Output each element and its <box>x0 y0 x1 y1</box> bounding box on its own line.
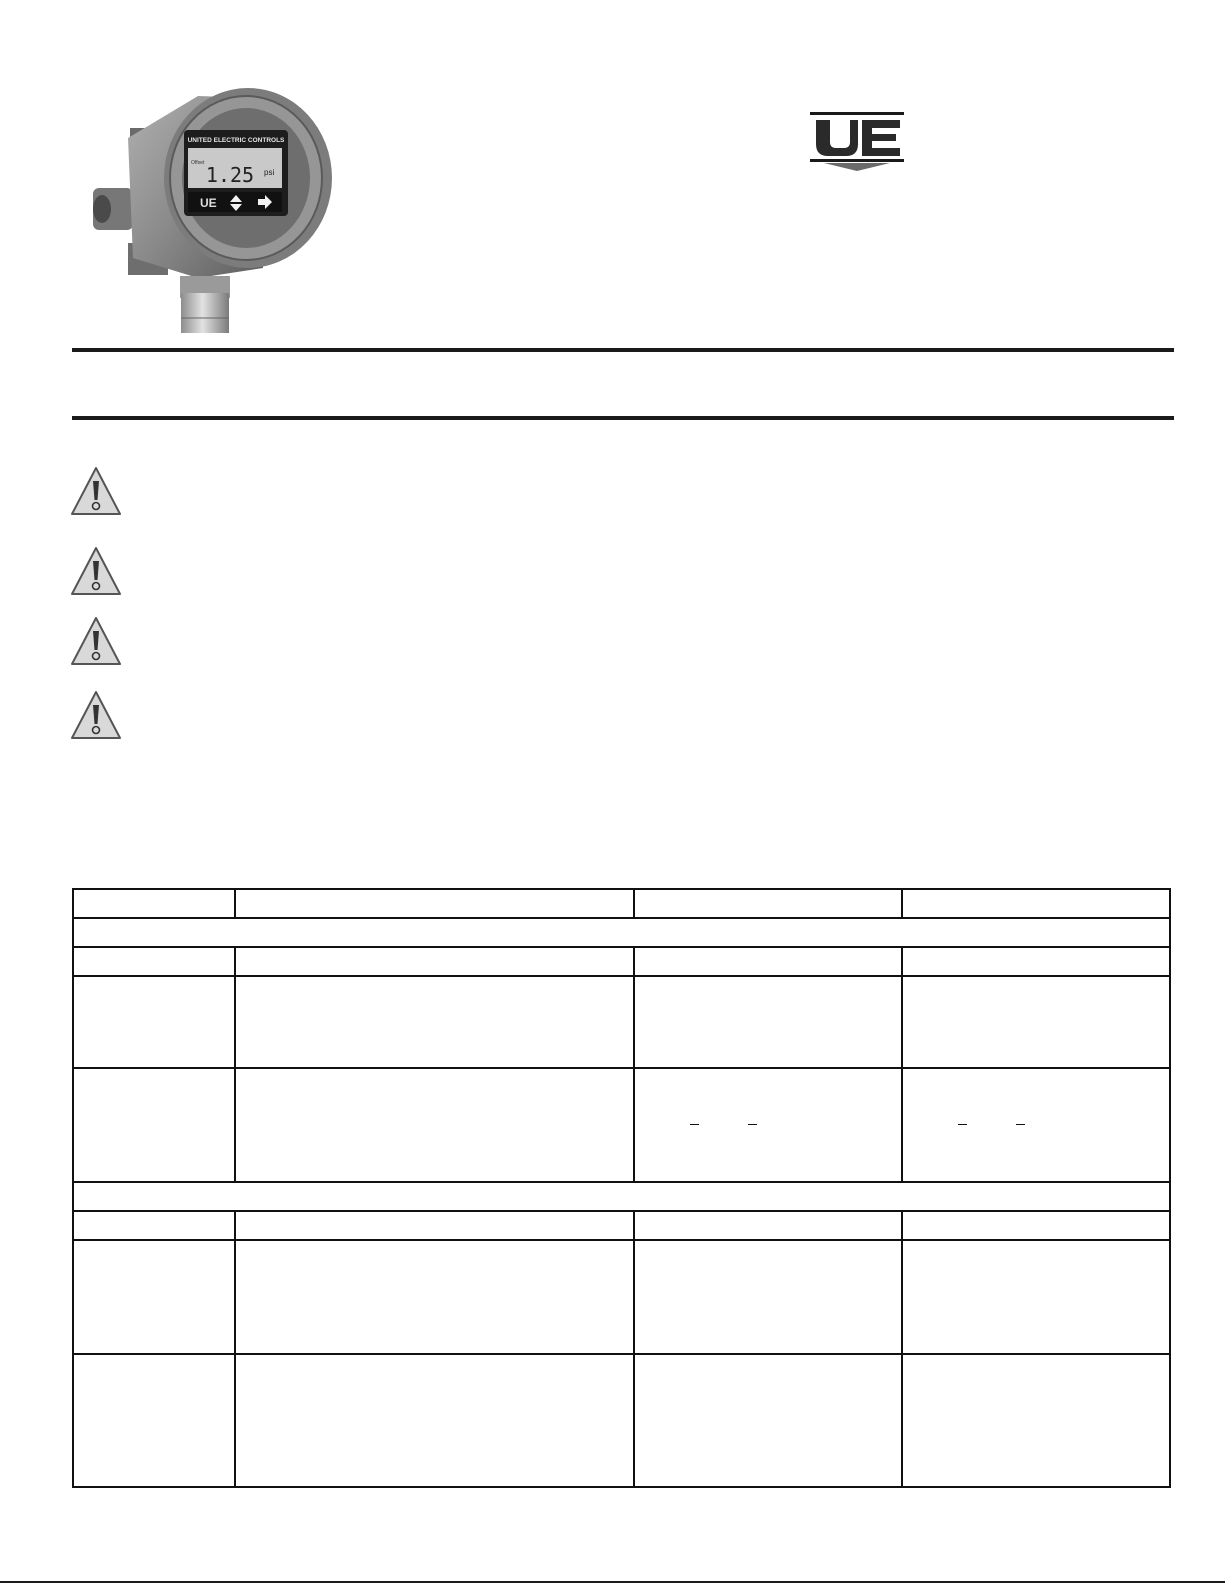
table-cell <box>634 1240 902 1354</box>
header-rule-top <box>72 348 1174 352</box>
table-cell <box>902 1211 1170 1240</box>
table-cell <box>634 1354 902 1487</box>
underline-mark <box>1016 1124 1025 1125</box>
table-cell <box>73 1354 235 1487</box>
header-rule-bottom <box>72 416 1174 420</box>
footer-rule <box>0 1581 1225 1583</box>
table-cell <box>235 1354 634 1487</box>
table-cell <box>634 1211 902 1240</box>
table-cell <box>73 1068 235 1182</box>
table-cell <box>73 947 235 976</box>
table-cell <box>73 1211 235 1240</box>
warning-triangle-icon <box>70 690 122 740</box>
table-cell <box>634 947 902 976</box>
table-cell <box>73 1240 235 1354</box>
table-cell <box>634 889 902 918</box>
warning-triangle-icon <box>70 546 122 596</box>
table-row <box>73 1240 1170 1354</box>
svg-text:psi: psi <box>264 168 275 177</box>
table-cell <box>902 947 1170 976</box>
table-cell <box>73 976 235 1068</box>
underline-mark <box>958 1124 967 1125</box>
table-cell <box>634 976 902 1068</box>
warning-triangle-icon <box>70 466 122 516</box>
table-cell <box>73 1182 1170 1211</box>
svg-text:Offset: Offset <box>191 160 205 166</box>
table-cell <box>235 889 634 918</box>
table-cell <box>73 889 235 918</box>
svg-text:UNITED ELECTRIC CONTROLS: UNITED ELECTRIC CONTROLS <box>187 137 285 144</box>
table-cell <box>235 1211 634 1240</box>
table-row <box>73 1211 1170 1240</box>
table-cell <box>902 1354 1170 1487</box>
table-row <box>73 947 1170 976</box>
underline-mark <box>748 1124 757 1125</box>
svg-text:1.25: 1.25 <box>205 163 255 187</box>
svg-text:UE: UE <box>200 196 217 210</box>
table-cell <box>902 889 1170 918</box>
table-cell <box>235 1068 634 1182</box>
table-section-row <box>73 1182 1170 1211</box>
company-logo <box>810 112 904 172</box>
table-row <box>73 1068 1170 1182</box>
underline-mark <box>690 1124 699 1125</box>
product-photo <box>88 78 338 338</box>
warning-triangle-icon <box>70 616 122 666</box>
table-row <box>73 1354 1170 1487</box>
table-cell <box>235 1240 634 1354</box>
table-cell <box>634 1068 902 1182</box>
table-cell <box>902 1068 1170 1182</box>
table-cell <box>902 1240 1170 1354</box>
table-section-row <box>73 918 1170 947</box>
table-cell <box>73 918 1170 947</box>
table-cell <box>902 976 1170 1068</box>
table-header-row <box>73 889 1170 918</box>
table-cell <box>235 947 634 976</box>
table-row <box>73 976 1170 1068</box>
spec-table <box>72 888 1171 1488</box>
table-cell <box>235 976 634 1068</box>
